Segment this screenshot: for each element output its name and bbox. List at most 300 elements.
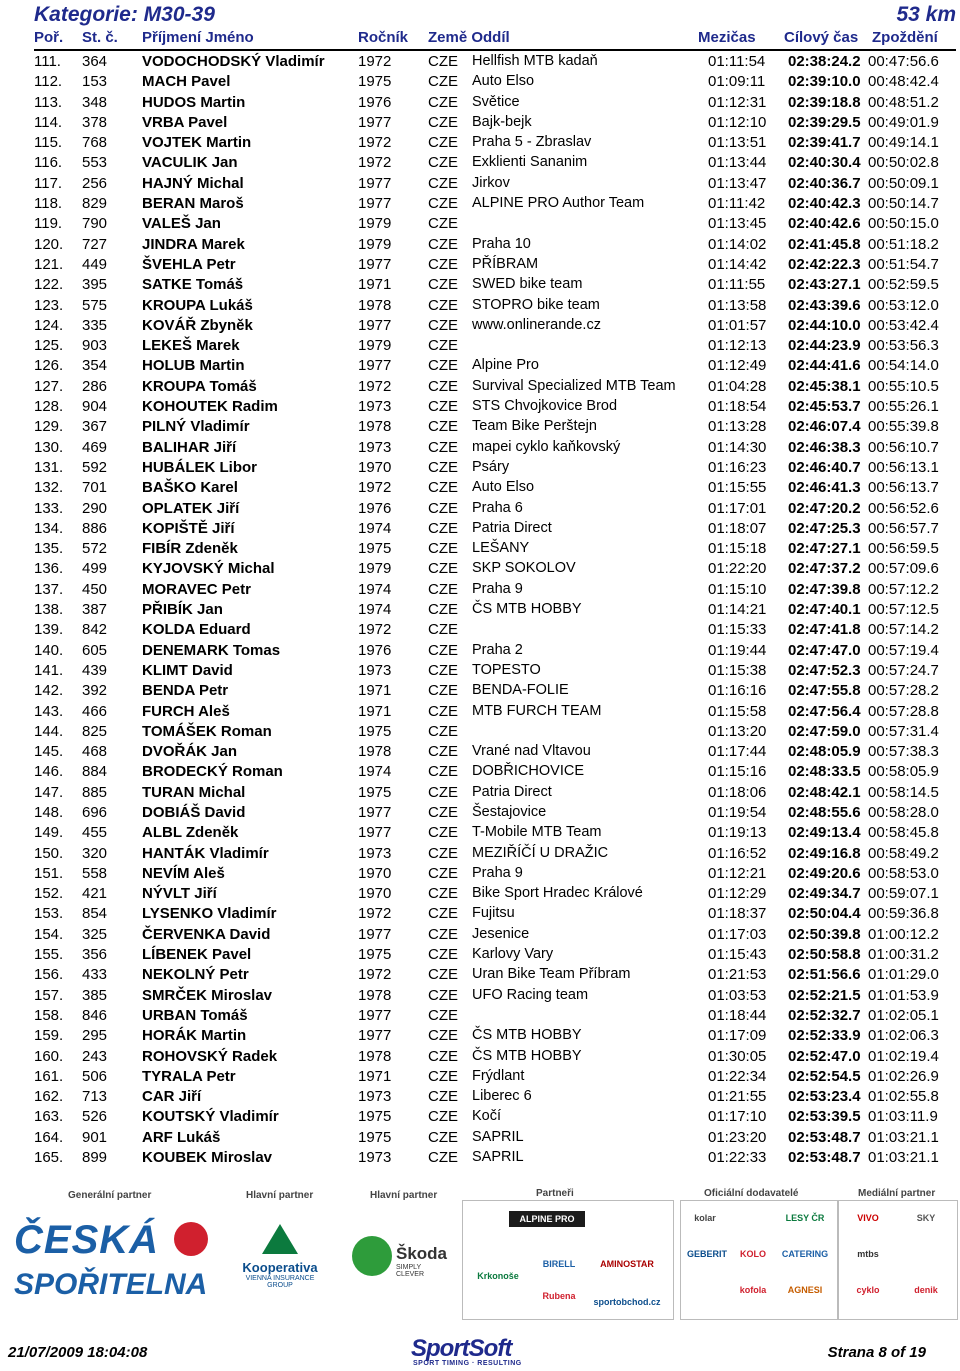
- birth-year: 1971: [358, 1067, 392, 1085]
- table-row: [0, 803, 960, 823]
- start-number: 696: [82, 803, 108, 821]
- club: Jirkov: [472, 174, 510, 191]
- birth-year: 1977: [358, 1006, 392, 1024]
- birth-year: 1977: [358, 255, 392, 273]
- competitor-name: ALBL Zdeněk: [142, 824, 239, 842]
- rank: 143.: [34, 702, 64, 720]
- club: SWED bike team: [472, 276, 583, 293]
- country: CZE: [428, 499, 458, 517]
- split-time: 01:09:11: [708, 73, 766, 91]
- start-number: 701: [82, 479, 108, 497]
- time-behind: 01:02:26.9: [868, 1067, 939, 1085]
- split-time: 01:12:29: [708, 885, 767, 903]
- split-time: 01:01:57: [708, 316, 767, 334]
- country: CZE: [428, 93, 458, 111]
- split-time: 01:18:06: [708, 783, 767, 801]
- split-time: 01:13:44: [708, 154, 767, 172]
- time-behind: 00:57:38.3: [868, 743, 939, 761]
- split-time: 01:18:54: [708, 398, 767, 416]
- finish-time: 02:52:54.5: [788, 1067, 861, 1085]
- rank: 138.: [34, 601, 64, 619]
- split-time: 01:18:07: [708, 519, 767, 537]
- split-time: 01:21:53: [708, 966, 767, 984]
- time-behind: 01:00:31.2: [868, 946, 939, 964]
- table-row: [0, 72, 960, 92]
- birth-year: 1976: [358, 93, 392, 111]
- country: CZE: [428, 1047, 458, 1065]
- competitor-name: KOUTSKÝ Vladimír: [142, 1108, 279, 1126]
- table-row: [0, 458, 960, 478]
- start-number: 575: [82, 296, 108, 314]
- time-behind: 00:56:59.5: [868, 540, 939, 558]
- official-logo-8: VIVO: [857, 1213, 879, 1223]
- time-behind: 01:02:05.1: [868, 1006, 939, 1024]
- competitor-name: HUBÁLEK Libor: [142, 458, 257, 476]
- start-number: 354: [82, 357, 108, 375]
- time-behind: 01:01:29.0: [868, 966, 939, 984]
- table-row: [0, 864, 960, 884]
- finish-time: 02:47:40.1: [788, 601, 861, 619]
- birth-year: 1978: [358, 986, 392, 1004]
- start-number: 450: [82, 580, 108, 598]
- media-logo-1: SKY: [916, 1213, 936, 1223]
- split-time: 01:15:58: [708, 702, 767, 720]
- rank: 124.: [34, 316, 64, 334]
- official-logo-1: kolar: [694, 1213, 716, 1223]
- split-time: 01:14:42: [708, 255, 767, 273]
- country: CZE: [428, 1006, 458, 1024]
- split-time: 01:12:21: [708, 864, 767, 882]
- club: PŘÍBRAM: [472, 255, 539, 272]
- competitor-name: LÍBENEK Pavel: [142, 946, 252, 964]
- competitor-name: LEKEŠ Marek: [142, 337, 240, 355]
- country: CZE: [428, 1067, 458, 1085]
- table-row: [0, 1067, 960, 1087]
- table-row: [0, 1128, 960, 1148]
- rank: 129.: [34, 418, 64, 436]
- club: BENDA-FOLIE: [472, 682, 569, 699]
- club: Patria Direct: [472, 783, 552, 800]
- birth-year: 1973: [358, 1088, 392, 1106]
- start-number: 395: [82, 276, 108, 294]
- club: Psáry: [472, 458, 510, 475]
- partner-logo-5: Krkonoše: [477, 1271, 519, 1281]
- results-table: [0, 52, 960, 1168]
- rank: 154.: [34, 925, 64, 943]
- title-bar: [0, 0, 960, 28]
- start-number: 468: [82, 743, 108, 761]
- competitor-name: NEVÍM Aleš: [142, 864, 225, 882]
- table-row: [0, 214, 960, 234]
- birth-year: 1973: [358, 1149, 392, 1167]
- table-row: [0, 499, 960, 519]
- table-row: [0, 600, 960, 620]
- split-time: 01:11:54: [708, 53, 766, 70]
- rank: 134.: [34, 519, 64, 537]
- col-finish: Cílový čas: [784, 29, 859, 46]
- time-behind: 00:55:10.5: [868, 377, 939, 395]
- birth-year: 1977: [358, 1027, 392, 1045]
- competitor-name: TOMÁŠEK Roman: [142, 722, 272, 740]
- table-row: [0, 174, 960, 194]
- table-row: [0, 417, 960, 437]
- birth-year: 1978: [358, 296, 392, 314]
- competitor-name: VALEŠ Jan: [142, 215, 221, 233]
- table-row: [0, 1087, 960, 1107]
- club: MTB FURCH TEAM: [472, 702, 602, 719]
- split-time: 01:14:30: [708, 438, 767, 456]
- split-time: 01:04:28: [708, 377, 767, 395]
- rank: 119.: [34, 215, 63, 233]
- time-behind: 00:57:12.5: [868, 601, 939, 619]
- table-row: [0, 377, 960, 397]
- table-row: [0, 275, 960, 295]
- start-number: 348: [82, 93, 108, 111]
- rank: 126.: [34, 357, 64, 375]
- split-time: 01:22:20: [708, 560, 767, 578]
- rank: 128.: [34, 398, 64, 416]
- country: CZE: [428, 195, 458, 213]
- birth-year: 1971: [358, 682, 392, 700]
- start-number: 829: [82, 195, 108, 213]
- table-row: [0, 519, 960, 539]
- rank: 114.: [34, 113, 63, 131]
- competitor-name: OPLATEK Jiří: [142, 499, 240, 517]
- club: SAPRIL: [472, 1149, 524, 1166]
- finish-time: 02:44:10.0: [788, 316, 861, 334]
- table-row: [0, 235, 960, 255]
- club: ČS MTB HOBBY: [472, 601, 582, 618]
- competitor-name: PŘIBÍK Jan: [142, 601, 223, 619]
- finish-time: 02:39:41.7: [788, 134, 861, 152]
- finish-time: 02:47:55.8: [788, 682, 861, 700]
- page-number: Strana 8 of 19: [827, 1344, 926, 1361]
- competitor-name: JINDRA Marek: [142, 235, 245, 253]
- finish-time: 02:46:38.3: [788, 438, 861, 456]
- time-behind: 00:52:59.5: [868, 276, 939, 294]
- club: SKP SOKOLOV: [472, 560, 576, 577]
- partner-logo-6: sportobchod.cz: [593, 1297, 661, 1307]
- split-time: 01:12:49: [708, 357, 767, 375]
- table-row: [0, 1107, 960, 1127]
- country: CZE: [428, 316, 458, 334]
- club: Exklienti Sananim: [472, 154, 588, 171]
- table-row: [0, 559, 960, 579]
- split-time: 01:12:10: [708, 113, 767, 131]
- time-behind: 00:51:18.2: [868, 235, 939, 253]
- club: Praha 9: [472, 580, 523, 597]
- official-logo-4: kofola: [739, 1285, 767, 1295]
- birth-year: 1974: [358, 519, 392, 537]
- country: CZE: [428, 438, 458, 456]
- competitor-name: VACULIK Jan: [142, 154, 238, 172]
- time-behind: 01:02:06.3: [868, 1027, 939, 1045]
- table-row: [0, 1006, 960, 1026]
- split-time: 01:17:44: [708, 743, 767, 761]
- time-behind: 00:57:31.4: [868, 722, 939, 740]
- start-number: 727: [82, 235, 108, 253]
- competitor-name: VOJTEK Martin: [142, 134, 252, 152]
- club: LEŠANY: [472, 540, 530, 557]
- table-row: [0, 93, 960, 113]
- split-time: 01:16:52: [708, 844, 767, 862]
- rank: 151.: [34, 864, 64, 882]
- country: CZE: [428, 215, 458, 233]
- competitor-name: HORÁK Martin: [142, 1027, 247, 1045]
- table-row: [0, 844, 960, 864]
- finish-time: 02:48:05.9: [788, 743, 861, 761]
- finish-time: 02:49:34.7: [788, 885, 861, 903]
- page-footer: [0, 1335, 960, 1371]
- start-number: 825: [82, 722, 108, 740]
- table-row: [0, 1026, 960, 1046]
- club: ALPINE PRO Author Team: [472, 195, 645, 212]
- club: ČS MTB HOBBY: [472, 1027, 582, 1044]
- country: CZE: [428, 803, 458, 821]
- finish-time: 02:40:42.6: [788, 215, 861, 233]
- distance-title: 53 km: [896, 3, 956, 26]
- country: CZE: [428, 134, 458, 152]
- country: CZE: [428, 661, 458, 679]
- club: DOBŘICHOVICE: [472, 763, 584, 780]
- time-behind: 00:59:07.1: [868, 885, 939, 903]
- start-number: 768: [82, 134, 108, 152]
- start-number: 256: [82, 174, 108, 192]
- split-time: 01:15:33: [708, 621, 767, 639]
- official-label: Oficiální dodavatelé: [704, 1188, 799, 1199]
- official-box: [680, 1200, 838, 1320]
- country: CZE: [428, 722, 458, 740]
- media-box: [838, 1200, 958, 1320]
- split-time: 01:15:55: [708, 479, 767, 497]
- rank: 116.: [34, 154, 63, 172]
- finish-time: 02:52:21.5: [788, 986, 861, 1004]
- table-row: [0, 762, 960, 782]
- split-time: 01:19:54: [708, 803, 767, 821]
- table-row: [0, 783, 960, 803]
- rank: 155.: [34, 946, 64, 964]
- birth-year: 1977: [358, 316, 392, 334]
- rank: 118.: [34, 195, 63, 213]
- official-logo-3: KOLO: [740, 1249, 766, 1259]
- competitor-name: PILNÝ Vladimír: [142, 418, 250, 436]
- club: ČS MTB HOBBY: [472, 1047, 582, 1064]
- split-time: 01:14:02: [708, 235, 767, 253]
- country: CZE: [428, 519, 458, 537]
- club: Frýdlant: [472, 1067, 525, 1084]
- rank: 152.: [34, 885, 64, 903]
- official-logo-9: cyklo: [856, 1285, 880, 1295]
- competitor-name: DENEMARK Tomas: [142, 641, 281, 659]
- finish-time: 02:47:41.8: [788, 621, 861, 639]
- media-logo-2: denik: [914, 1285, 938, 1295]
- table-row: [0, 397, 960, 417]
- club: Praha 10: [472, 235, 531, 252]
- time-behind: 00:53:56.3: [868, 337, 939, 355]
- club: Praha 5 - Zbraslav: [472, 134, 592, 151]
- split-time: 01:23:20: [708, 1128, 767, 1146]
- country: CZE: [428, 905, 458, 923]
- time-behind: 00:58:49.2: [868, 844, 939, 862]
- table-row: [0, 478, 960, 498]
- finish-time: 02:48:42.1: [788, 783, 861, 801]
- time-behind: 00:57:12.2: [868, 580, 939, 598]
- start-number: 713: [82, 1088, 108, 1106]
- competitor-name: ČERVENKA David: [142, 925, 271, 943]
- official-logo-2: GEBERIT: [686, 1249, 727, 1259]
- table-row: [0, 255, 960, 275]
- club: Praha 2: [472, 641, 523, 658]
- time-behind: 00:55:26.1: [868, 398, 939, 416]
- rank: 164.: [34, 1128, 64, 1146]
- birth-year: 1972: [358, 905, 392, 923]
- rank: 160.: [34, 1047, 64, 1065]
- birth-year: 1972: [358, 134, 392, 152]
- rank: 131.: [34, 458, 64, 476]
- competitor-name: KOHOUTEK Radim: [142, 398, 278, 416]
- split-time: 01:14:21: [708, 601, 767, 619]
- country: CZE: [428, 113, 458, 131]
- birth-year: 1970: [358, 864, 392, 882]
- start-number: 286: [82, 377, 108, 395]
- rank: 161.: [34, 1067, 64, 1085]
- split-time: 01:15:38: [708, 661, 767, 679]
- col-year: Ročník: [358, 29, 409, 46]
- start-number: 884: [82, 763, 108, 781]
- main-partner-label-2: Hlavní partner: [370, 1190, 438, 1201]
- start-number: 899: [82, 1149, 108, 1167]
- club: Patria Direct: [472, 519, 552, 536]
- rank: 162.: [34, 1088, 64, 1106]
- competitor-name: DVOŘÁK Jan: [142, 743, 238, 761]
- finish-time: 02:52:47.0: [788, 1047, 861, 1065]
- split-time: 01:13:58: [708, 296, 767, 314]
- country: CZE: [428, 337, 458, 355]
- rank: 135.: [34, 540, 64, 558]
- birth-year: 1979: [358, 235, 392, 253]
- rank: 139.: [34, 621, 64, 639]
- start-number: 592: [82, 458, 108, 476]
- header-divider: [34, 49, 956, 51]
- start-number: 854: [82, 905, 108, 923]
- birth-year: 1977: [358, 113, 392, 131]
- table-row: [0, 316, 960, 336]
- finish-time: 02:50:39.8: [788, 925, 861, 943]
- finish-time: 02:47:52.3: [788, 661, 861, 679]
- time-behind: 01:03:21.1: [868, 1149, 939, 1167]
- split-time: 01:12:13: [708, 337, 767, 355]
- ceska-sporitelna-logo: ČESKÁ SPOŘITELNA: [14, 1218, 208, 1301]
- start-number: 846: [82, 1006, 108, 1024]
- table-row: [0, 722, 960, 742]
- birth-year: 1973: [358, 844, 392, 862]
- time-behind: 00:59:36.8: [868, 905, 939, 923]
- split-time: 01:30:05: [708, 1047, 767, 1065]
- club: Liberec 6: [472, 1088, 532, 1105]
- split-time: 01:11:42: [708, 195, 766, 213]
- official-logo-10: mtbs: [857, 1249, 879, 1259]
- competitor-name: KOPIŠTĚ Jiří: [142, 519, 235, 537]
- country: CZE: [428, 560, 458, 578]
- start-number: 335: [82, 316, 108, 334]
- table-row: [0, 580, 960, 600]
- country: CZE: [428, 276, 458, 294]
- split-time: 01:22:33: [708, 1149, 767, 1167]
- finish-time: 02:47:37.2: [788, 560, 861, 578]
- rank: 130.: [34, 438, 64, 456]
- country: CZE: [428, 783, 458, 801]
- time-behind: 00:58:45.8: [868, 824, 939, 842]
- table-row: [0, 1148, 960, 1168]
- general-partner-label: Generální partner: [68, 1190, 152, 1201]
- finish-time: 02:50:04.4: [788, 905, 861, 923]
- start-number: 469: [82, 438, 108, 456]
- table-row: [0, 986, 960, 1006]
- table-row: [0, 153, 960, 173]
- country: CZE: [428, 601, 458, 619]
- birth-year: 1972: [358, 479, 392, 497]
- competitor-name: BENDA Petr: [142, 682, 229, 700]
- finish-time: 02:50:58.8: [788, 946, 861, 964]
- country: CZE: [428, 398, 458, 416]
- time-behind: 00:53:42.4: [868, 316, 939, 334]
- rank: 111.: [34, 53, 61, 70]
- start-number: 886: [82, 519, 108, 537]
- time-behind: 00:49:14.1: [868, 134, 939, 152]
- country: CZE: [428, 986, 458, 1004]
- country: CZE: [428, 235, 458, 253]
- col-split: Mezičas: [698, 29, 756, 46]
- time-behind: 00:57:24.7: [868, 661, 939, 679]
- rank: 156.: [34, 966, 64, 984]
- split-time: 01:16:23: [708, 458, 767, 476]
- club: Auto Elso: [472, 479, 535, 496]
- birth-year: 1971: [358, 702, 392, 720]
- split-time: 01:15:43: [708, 946, 767, 964]
- start-number: 243: [82, 1047, 108, 1065]
- country: CZE: [428, 885, 458, 903]
- time-behind: 00:50:09.1: [868, 174, 939, 192]
- rank: 147.: [34, 783, 64, 801]
- country: CZE: [428, 864, 458, 882]
- start-number: 153: [82, 73, 108, 91]
- start-number: 367: [82, 418, 108, 436]
- col-name: Příjmení Jméno: [142, 29, 254, 46]
- club: Fujitsu: [472, 905, 515, 922]
- table-row: [0, 133, 960, 153]
- start-number: 320: [82, 844, 108, 862]
- finish-time: 02:41:45.8: [788, 235, 861, 253]
- rank: 125.: [34, 337, 64, 355]
- split-time: 01:03:53: [708, 986, 767, 1004]
- birth-year: 1972: [358, 966, 392, 984]
- finish-time: 02:39:18.8: [788, 93, 861, 111]
- finish-time: 02:53:48.7: [788, 1128, 861, 1146]
- split-time: 01:17:01: [708, 499, 767, 517]
- country: CZE: [428, 540, 458, 558]
- split-time: 01:12:31: [708, 93, 767, 111]
- split-time: 01:19:13: [708, 824, 767, 842]
- competitor-name: NEKOLNÝ Petr: [142, 966, 249, 984]
- competitor-name: KROUPA Tomáš: [142, 377, 257, 395]
- split-time: 01:13:51: [708, 134, 767, 152]
- birth-year: 1976: [358, 641, 392, 659]
- birth-year: 1977: [358, 195, 392, 213]
- time-behind: 00:56:52.6: [868, 499, 939, 517]
- rank: 159.: [34, 1027, 64, 1045]
- rank: 112.: [34, 73, 63, 91]
- start-number: 466: [82, 702, 108, 720]
